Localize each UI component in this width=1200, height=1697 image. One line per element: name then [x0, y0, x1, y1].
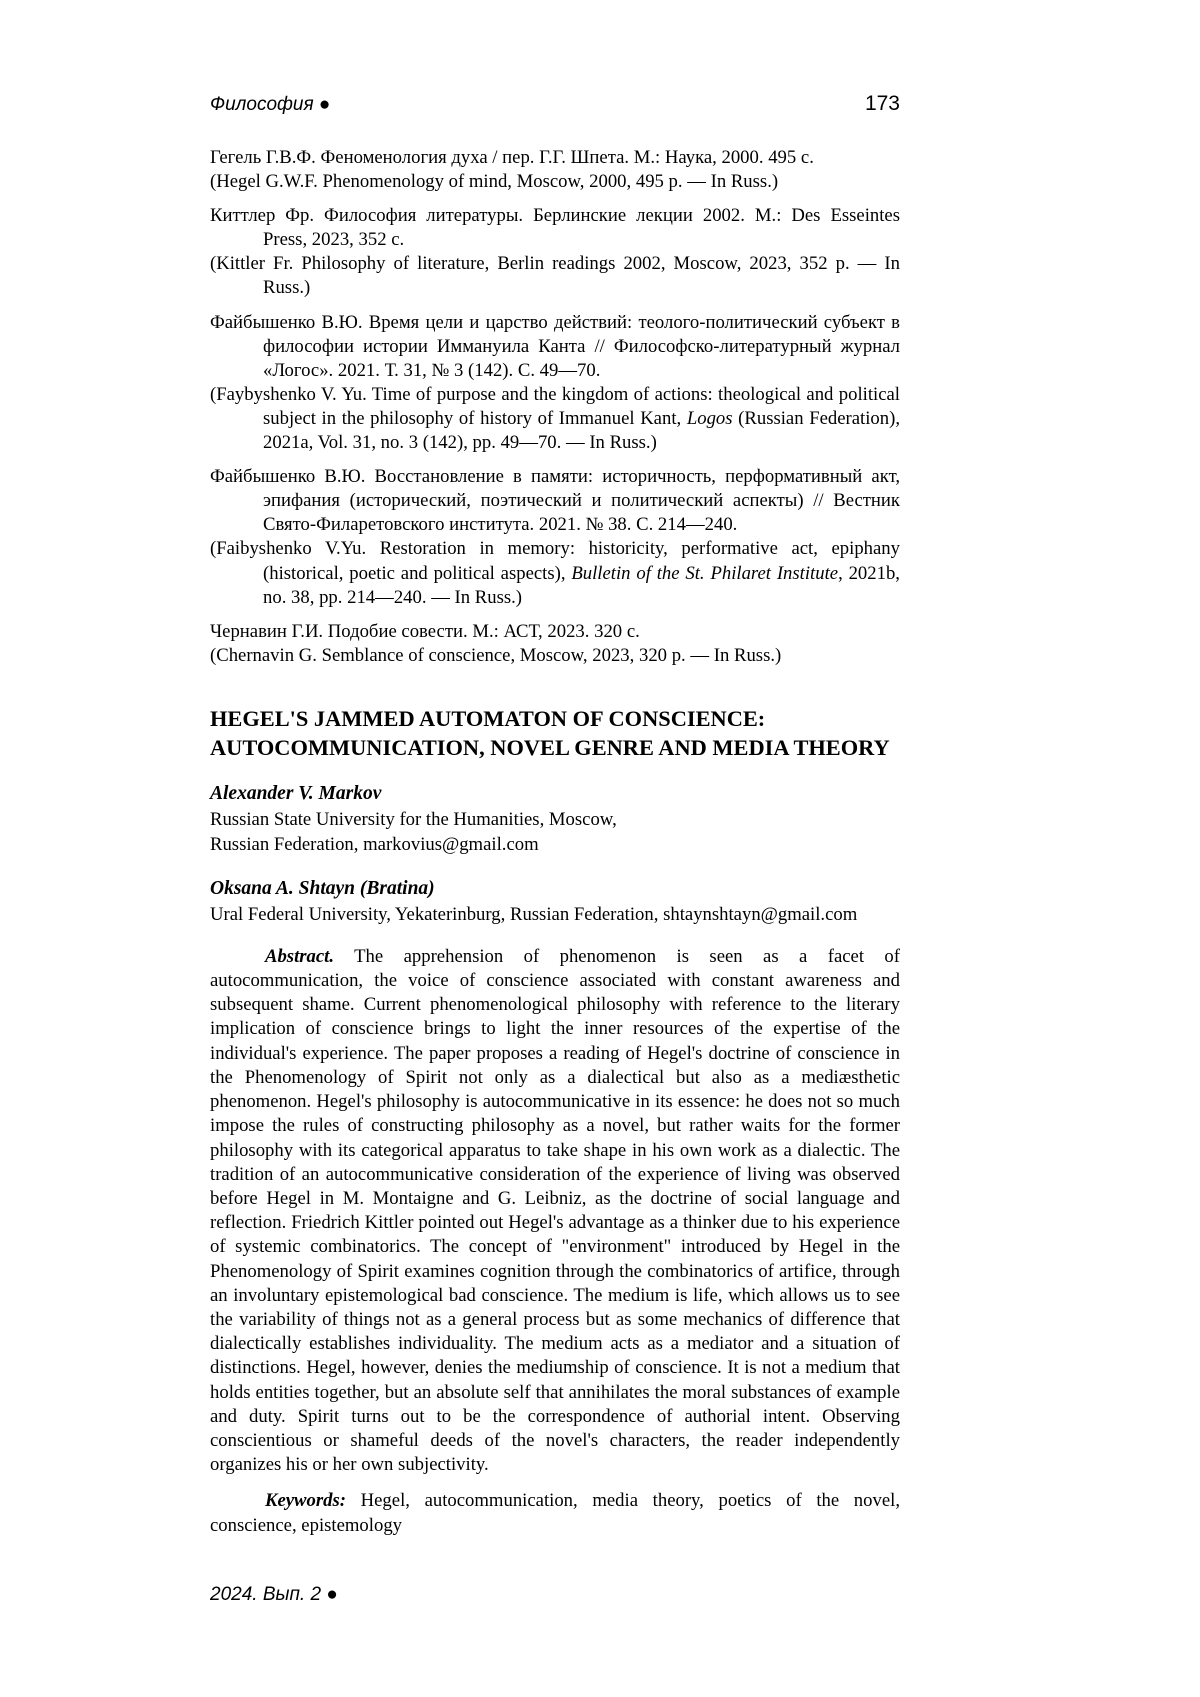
reference-en: (Chernavin G. Semblance of conscience, Moscow, 2023, 320 p. — In Russ.)	[210, 644, 782, 666]
page-number: 173	[864, 92, 900, 115]
reference-en: (Faibyshenko V.Yu. Restoration in memory: historicity, performative act, epiphany (historical, poetic and political aspects), Bulletin of the St. Philaret Institute, 2021b, no. 38, pp. 214—240. — In Russ.)	[210, 538, 900, 608]
abstract-label: Abstract.	[265, 945, 335, 967]
footer-issue-label: 2024. Вып. 2 ●	[210, 1583, 338, 1605]
references-section	[210, 146, 900, 668]
reference-item	[210, 620, 900, 668]
reference-item	[210, 465, 900, 610]
reference-ru: Киттлер Фр. Философия литературы. Берлинские лекции 2002. М.: Des Esseintes Press, 2023, 352 с.	[210, 205, 900, 251]
reference-item	[210, 146, 900, 194]
keywords-text: Hegel, autocommunication, media theory, poetics of the novel, conscience, epistemology	[210, 1490, 900, 1536]
author-affiliation: Ural Federal University, Yekaterinburg, Russian Federation, shtaynshtayn@gmail.com	[210, 903, 858, 925]
author-affiliation: Russian State University for the Humanities, Moscow,	[210, 808, 617, 830]
reference-en: (Hegel G.W.F. Phenomenology of mind, Moscow, 2000, 495 p. — In Russ.)	[210, 171, 779, 193]
abstract-paragraph	[210, 945, 900, 1477]
reference-ru: Гегель Г.В.Ф. Феноменология духа / пер. Г.Г. Шпета. М.: Наука, 2000. 495 с.	[210, 147, 814, 168]
reference-ru: Файбышенко В.Ю. Время цели и царство действий: теолого-политический субъект в философии истории Иммануила Канта // Философско-литературный журнал «Логос». 2021. Т. 31, № 3 (142). С. 49—70.	[210, 311, 900, 381]
reference-en: (Faybyshenko V. Yu. Time of purpose and the kingdom of actions: theological and political subject in the philosophy of history of Immanuel Kant, Logos (Russian Federation), 2021a, Vol. 31, no. 3 (142), pp. 49—70. — In Russ.)	[210, 383, 901, 454]
abstract-text: The apprehension of phenomenon is seen as a facet of autocommunication, the voice of conscience associated with constant awareness and subsequent shame. Current phenomenological philosophy with reference to the literary implication of conscience brings to light the inner resources of the expertise of the individual's experience. The paper proposes a reading of Hegel's doctrine of conscience in the Phenomenology of Spirit not only as a dialectical but also as a mediæsthetic phenomenon. Hegel's philosophy is autocommunicative in its essence: he does not so much impose the rules of constructing philosophy as a novel, but rather waits for the former philosophy with its categorical apparatus to take shape in his own work as a dialectic. The tradition of an autocommunicative consideration of the experience of living was observed before Hegel in M. Montaigne and G. Leibniz, as the doctrine of social language and reflection. Friedrich Kittler pointed out Hegel's advantage as a thinker due to his experience of systemic combinatorics. The concept of "environment" introduced by Hegel in the Phenomenology of Spirit examines cognition through the combinatorics of artifice, through an involuntary epistemological bad conscience. The medium is life, which allows us to see the variability of things not as a general process but as some mechanics of difference that dialectically establishes individuality. The medium acts as a mediator and a situation of distinctions. Hegel, however, denies the mediumship of conscience. It is not a medium that holds entities together, but an absolute self that annihilates the moral substances of example and duty. Spirit turns out to be the correspondence of authorial intent. Observing conscientious or shameful deeds of the novel's characters, the reader independently organizes his or her own subjectivity.	[210, 945, 900, 1476]
author-name: Alexander V. Markov	[210, 782, 382, 804]
reference-en: (Kittler Fr. Philosophy of literature, Berlin readings 2002, Moscow, 2023, 352 p. — In Russ.)	[210, 253, 900, 299]
reference-item	[210, 311, 900, 456]
author-block	[210, 876, 900, 927]
reference-item	[210, 204, 900, 300]
page-footer	[210, 1584, 900, 1606]
reference-ru: Чернавин Г.И. Подобие совести. М.: АСТ, 2023. 320 с.	[210, 620, 640, 642]
keywords-paragraph	[210, 1489, 900, 1537]
title-line: HEGEL'S JAMMED AUTOMATON OF CONSCIENCE:	[210, 705, 766, 731]
author-name: Oksana A. Shtayn (Bratina)	[210, 877, 435, 899]
article-title	[210, 704, 900, 762]
keywords-label: Keywords:	[265, 1490, 346, 1512]
reference-ru: Файбышенко В.Ю. Восстановление в памяти: историчность, перформативный акт, эпифания (исторический, поэтический и политический аспекты) // Вестник Свято-Филаретовского института. 2021. № 38. С. 214—240.	[210, 466, 900, 536]
page-content	[210, 0, 900, 1606]
page-header	[210, 92, 900, 116]
author-block	[210, 781, 900, 857]
author-affiliation: Russian Federation, markovius@gmail.com	[210, 833, 539, 855]
title-line: AUTOCOMMUNICATION, NOVEL GENRE AND MEDIA THEORY	[210, 734, 890, 760]
journal-section-label: Философия ●	[210, 94, 331, 115]
